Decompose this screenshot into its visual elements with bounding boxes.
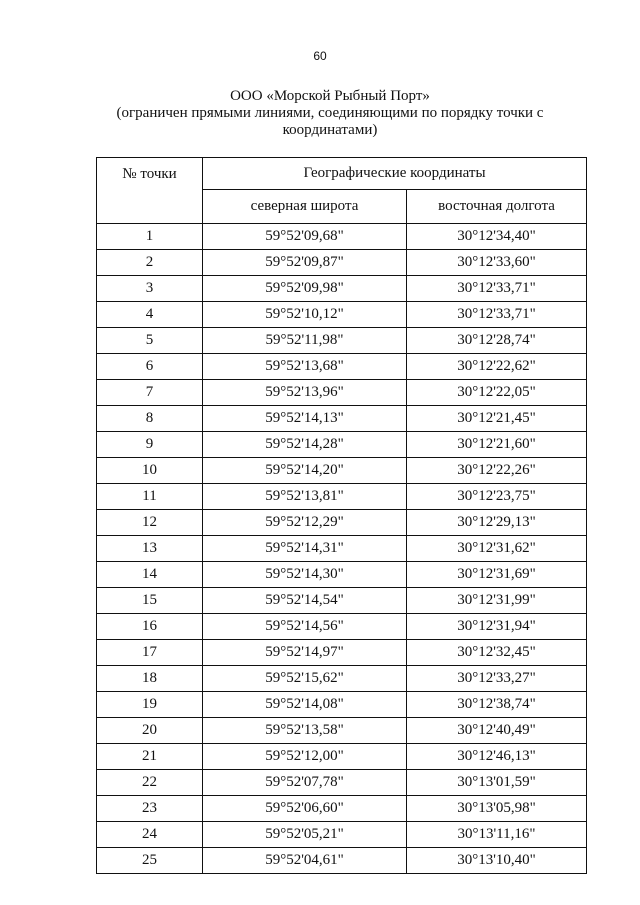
table-row bbox=[97, 744, 587, 770]
point-number-header: № точки bbox=[97, 158, 203, 224]
point-number-cell: 11 bbox=[97, 484, 203, 510]
geo-coordinates-header: Географические координаты bbox=[203, 158, 587, 190]
point-number-cell: 21 bbox=[97, 744, 203, 770]
longitude-cell: 30°12'32,45" bbox=[407, 640, 587, 666]
latitude-cell: 59°52'13,58" bbox=[203, 718, 407, 744]
table-row bbox=[97, 614, 587, 640]
point-number-cell: 8 bbox=[97, 406, 203, 432]
point-number-cell: 1 bbox=[97, 224, 203, 250]
table-row bbox=[97, 770, 587, 796]
longitude-cell: 30°12'22,26" bbox=[407, 458, 587, 484]
latitude-cell: 59°52'14,54" bbox=[203, 588, 407, 614]
table-row bbox=[97, 822, 587, 848]
table-row bbox=[97, 302, 587, 328]
table-row bbox=[97, 510, 587, 536]
longitude-cell: 30°12'23,75" bbox=[407, 484, 587, 510]
point-number-cell: 3 bbox=[97, 276, 203, 302]
table-row bbox=[97, 406, 587, 432]
latitude-cell: 59°52'14,13" bbox=[203, 406, 407, 432]
table-row bbox=[97, 666, 587, 692]
longitude-cell: 30°12'21,60" bbox=[407, 432, 587, 458]
latitude-cell: 59°52'12,29" bbox=[203, 510, 407, 536]
latitude-cell: 59°52'14,08" bbox=[203, 692, 407, 718]
latitude-cell: 59°52'14,28" bbox=[203, 432, 407, 458]
table-row bbox=[97, 484, 587, 510]
table-row bbox=[97, 250, 587, 276]
table-row bbox=[97, 562, 587, 588]
longitude-header: восточная долгота bbox=[407, 190, 587, 224]
latitude-cell: 59°52'13,81" bbox=[203, 484, 407, 510]
longitude-cell: 30°12'31,62" bbox=[407, 536, 587, 562]
latitude-cell: 59°52'04,61" bbox=[203, 848, 407, 874]
table-row bbox=[97, 848, 587, 874]
longitude-cell: 30°12'38,74" bbox=[407, 692, 587, 718]
longitude-cell: 30°12'31,99" bbox=[407, 588, 587, 614]
latitude-header: северная широта bbox=[203, 190, 407, 224]
table-row bbox=[97, 354, 587, 380]
point-number-cell: 17 bbox=[97, 640, 203, 666]
longitude-cell: 30°12'40,49" bbox=[407, 718, 587, 744]
latitude-cell: 59°52'15,62" bbox=[203, 666, 407, 692]
longitude-cell: 30°13'10,40" bbox=[407, 848, 587, 874]
organization-title: ООО «Морской Рыбный Порт» bbox=[230, 88, 430, 104]
latitude-cell: 59°52'14,97" bbox=[203, 640, 407, 666]
table-row bbox=[97, 588, 587, 614]
table-row bbox=[97, 692, 587, 718]
point-number-cell: 23 bbox=[97, 796, 203, 822]
coordinates-table-body bbox=[97, 224, 587, 874]
point-number-cell: 18 bbox=[97, 666, 203, 692]
point-number-cell: 12 bbox=[97, 510, 203, 536]
point-number-cell: 25 bbox=[97, 848, 203, 874]
latitude-cell: 59°52'14,20" bbox=[203, 458, 407, 484]
point-number-cell: 9 bbox=[97, 432, 203, 458]
table-row bbox=[97, 536, 587, 562]
table-row bbox=[97, 276, 587, 302]
longitude-cell: 30°12'31,94" bbox=[407, 614, 587, 640]
heading-description-line2: координатами) bbox=[282, 122, 378, 138]
point-number-cell: 4 bbox=[97, 302, 203, 328]
longitude-cell: 30°12'33,71" bbox=[407, 302, 587, 328]
point-number-cell: 14 bbox=[97, 562, 203, 588]
longitude-cell: 30°12'33,71" bbox=[407, 276, 587, 302]
table-row bbox=[97, 380, 587, 406]
table-row bbox=[97, 640, 587, 666]
longitude-cell: 30°13'11,16" bbox=[407, 822, 587, 848]
point-number-cell: 15 bbox=[97, 588, 203, 614]
table-row bbox=[97, 328, 587, 354]
latitude-cell: 59°52'10,12" bbox=[203, 302, 407, 328]
longitude-cell: 30°12'29,13" bbox=[407, 510, 587, 536]
longitude-cell: 30°12'22,62" bbox=[407, 354, 587, 380]
longitude-cell: 30°12'34,40" bbox=[407, 224, 587, 250]
latitude-cell: 59°52'14,30" bbox=[203, 562, 407, 588]
longitude-cell: 30°12'28,74" bbox=[407, 328, 587, 354]
latitude-cell: 59°52'13,96" bbox=[203, 380, 407, 406]
point-number-cell: 19 bbox=[97, 692, 203, 718]
longitude-cell: 30°12'22,05" bbox=[407, 380, 587, 406]
coordinates-table bbox=[96, 157, 587, 874]
latitude-cell: 59°52'14,56" bbox=[203, 614, 407, 640]
latitude-cell: 59°52'11,98" bbox=[203, 328, 407, 354]
point-number-cell: 13 bbox=[97, 536, 203, 562]
longitude-cell: 30°13'01,59" bbox=[407, 770, 587, 796]
point-number-cell: 24 bbox=[97, 822, 203, 848]
table-row bbox=[97, 224, 587, 250]
latitude-cell: 59°52'09,68" bbox=[203, 224, 407, 250]
latitude-cell: 59°52'05,21" bbox=[203, 822, 407, 848]
longitude-cell: 30°12'33,60" bbox=[407, 250, 587, 276]
longitude-cell: 30°13'05,98" bbox=[407, 796, 587, 822]
latitude-cell: 59°52'12,00" bbox=[203, 744, 407, 770]
point-number-cell: 7 bbox=[97, 380, 203, 406]
point-number-cell: 22 bbox=[97, 770, 203, 796]
table-header-row bbox=[97, 158, 587, 190]
latitude-cell: 59°52'13,68" bbox=[203, 354, 407, 380]
table-row bbox=[97, 718, 587, 744]
point-number-cell: 6 bbox=[97, 354, 203, 380]
table-row bbox=[97, 432, 587, 458]
point-number-cell: 10 bbox=[97, 458, 203, 484]
latitude-cell: 59°52'14,31" bbox=[203, 536, 407, 562]
document-heading bbox=[80, 88, 580, 139]
latitude-cell: 59°52'06,60" bbox=[203, 796, 407, 822]
longitude-cell: 30°12'33,27" bbox=[407, 666, 587, 692]
latitude-cell: 59°52'09,98" bbox=[203, 276, 407, 302]
point-number-cell: 5 bbox=[97, 328, 203, 354]
longitude-cell: 30°12'21,45" bbox=[407, 406, 587, 432]
longitude-cell: 30°12'46,13" bbox=[407, 744, 587, 770]
point-number-cell: 2 bbox=[97, 250, 203, 276]
table-row bbox=[97, 796, 587, 822]
point-number-cell: 16 bbox=[97, 614, 203, 640]
latitude-cell: 59°52'09,87" bbox=[203, 250, 407, 276]
table-row bbox=[97, 458, 587, 484]
page-number: 60 bbox=[313, 49, 327, 63]
longitude-cell: 30°12'31,69" bbox=[407, 562, 587, 588]
point-number-cell: 20 bbox=[97, 718, 203, 744]
latitude-cell: 59°52'07,78" bbox=[203, 770, 407, 796]
heading-description-line1: (ограничен прямыми линиями, соединяющими по порядку точки с bbox=[116, 105, 544, 121]
